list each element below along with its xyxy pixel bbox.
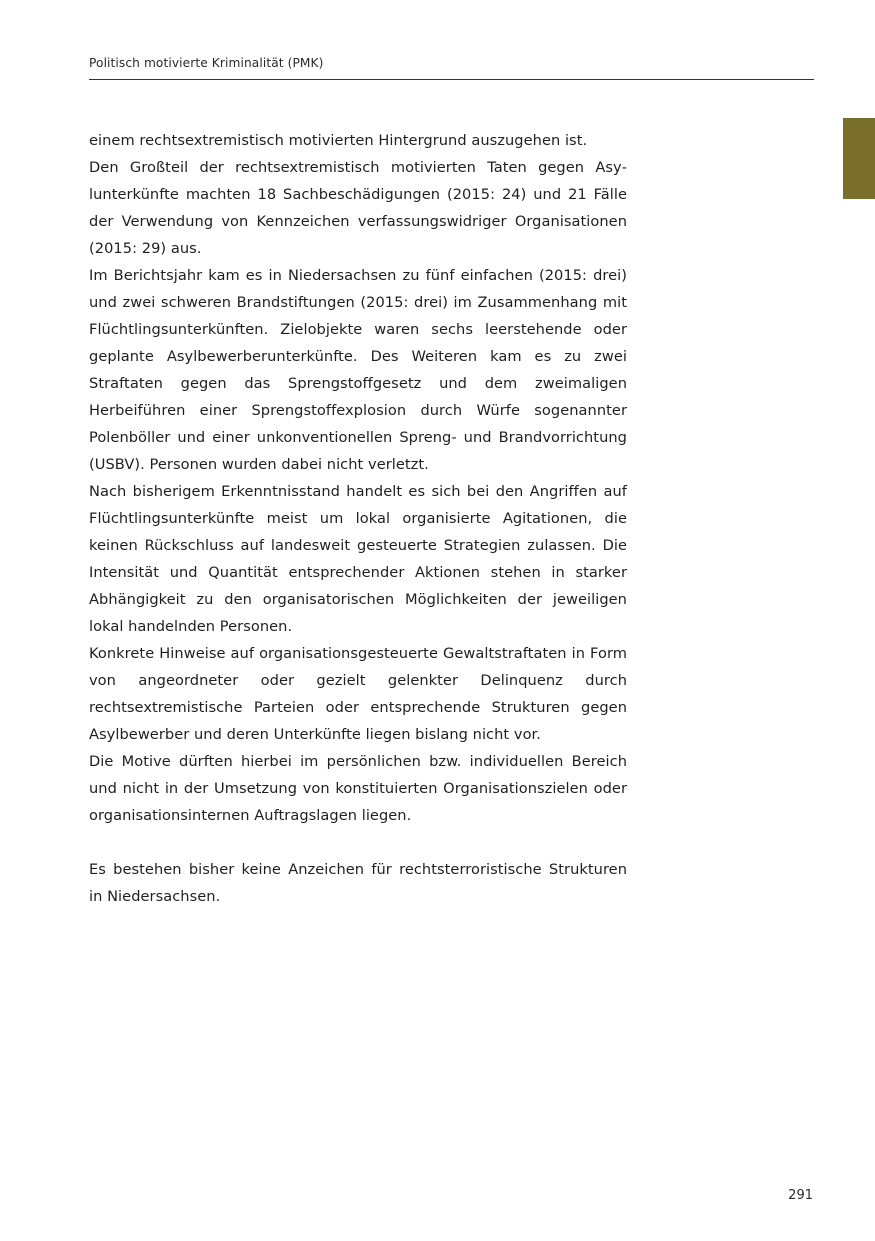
paragraph: Die Motive dürften hierbei im persönlichen bzw. individuellen Bereich und nicht in der Umsetzung von konstituierten Organisationszielen oder organisationsinternen Auftragslagen liegen.: [89, 753, 627, 824]
paragraph: Im Berichtsjahr kam es in Niedersachsen zu fünf einfachen (2015: drei) und zwei schweren Brandstiftungen (2015: drei) im Zusammenhang mit Flüchtlingsunterkünften. Zielobjekte waren sechs leerstehende oder geplante Asylbewerberunterkünfte. Des Weiteren kam es zu zwei Straftaten gegen das Sprengstoffgesetz und dem zweimaligen Herbeiführen einer Sprengstoffexplosion durch Würfe sogenannter Polenböller und einer unkonventionellen Spreng- und Brandvorrichtung (USBV). Personen wurden dabei nicht verletzt.: [89, 267, 627, 473]
paragraph: einem rechtsextremistisch motivierten Hintergrund auszugehen ist.: [89, 132, 588, 149]
chapter-side-tab: [843, 118, 875, 199]
paragraph: Den Großteil der rechtsextremistisch motivierten Taten gegen Asylunterkünfte machten 18 Sachbeschädigungen (2015: 24) und 21 Fälle der Verwendung von Kennzeichen verfassungswidriger Organisationen (2015: 29) aus.: [89, 159, 627, 257]
paragraph: Es bestehen bisher keine Anzeichen für rechtsterroristische Strukturen in Niedersachsen.: [89, 861, 627, 905]
paragraph: Konkrete Hinweise auf organisationsgesteuerte Gewaltstraftaten in Form von angeordneter oder gezielt gelenkter Delinquenz durch rechtsextremistische Parteien oder entsprechende Strukturen gegen Asylbewerber und deren Unterkünfte liegen bislang nicht vor.: [89, 645, 627, 743]
header-divider: [89, 79, 814, 80]
running-header-title: Politisch motivierte Kriminalität (PMK): [89, 56, 324, 70]
body-text: [89, 127, 627, 910]
page-number: 291: [788, 1188, 813, 1203]
paragraph: Nach bisherigem Erkenntnisstand handelt es sich bei den Angriffen auf Flüchtlingsunterkünfte meist um lokal organisierte Agitationen, die keinen Rückschluss auf landesweit gesteuerte Strategien zulassen. Die Intensität und Quantität entsprechender Aktionen stehen in starker Abhängigkeit zu den organisatorischen Möglichkeiten der jeweiligen lokal handelnden Personen.: [89, 483, 627, 635]
